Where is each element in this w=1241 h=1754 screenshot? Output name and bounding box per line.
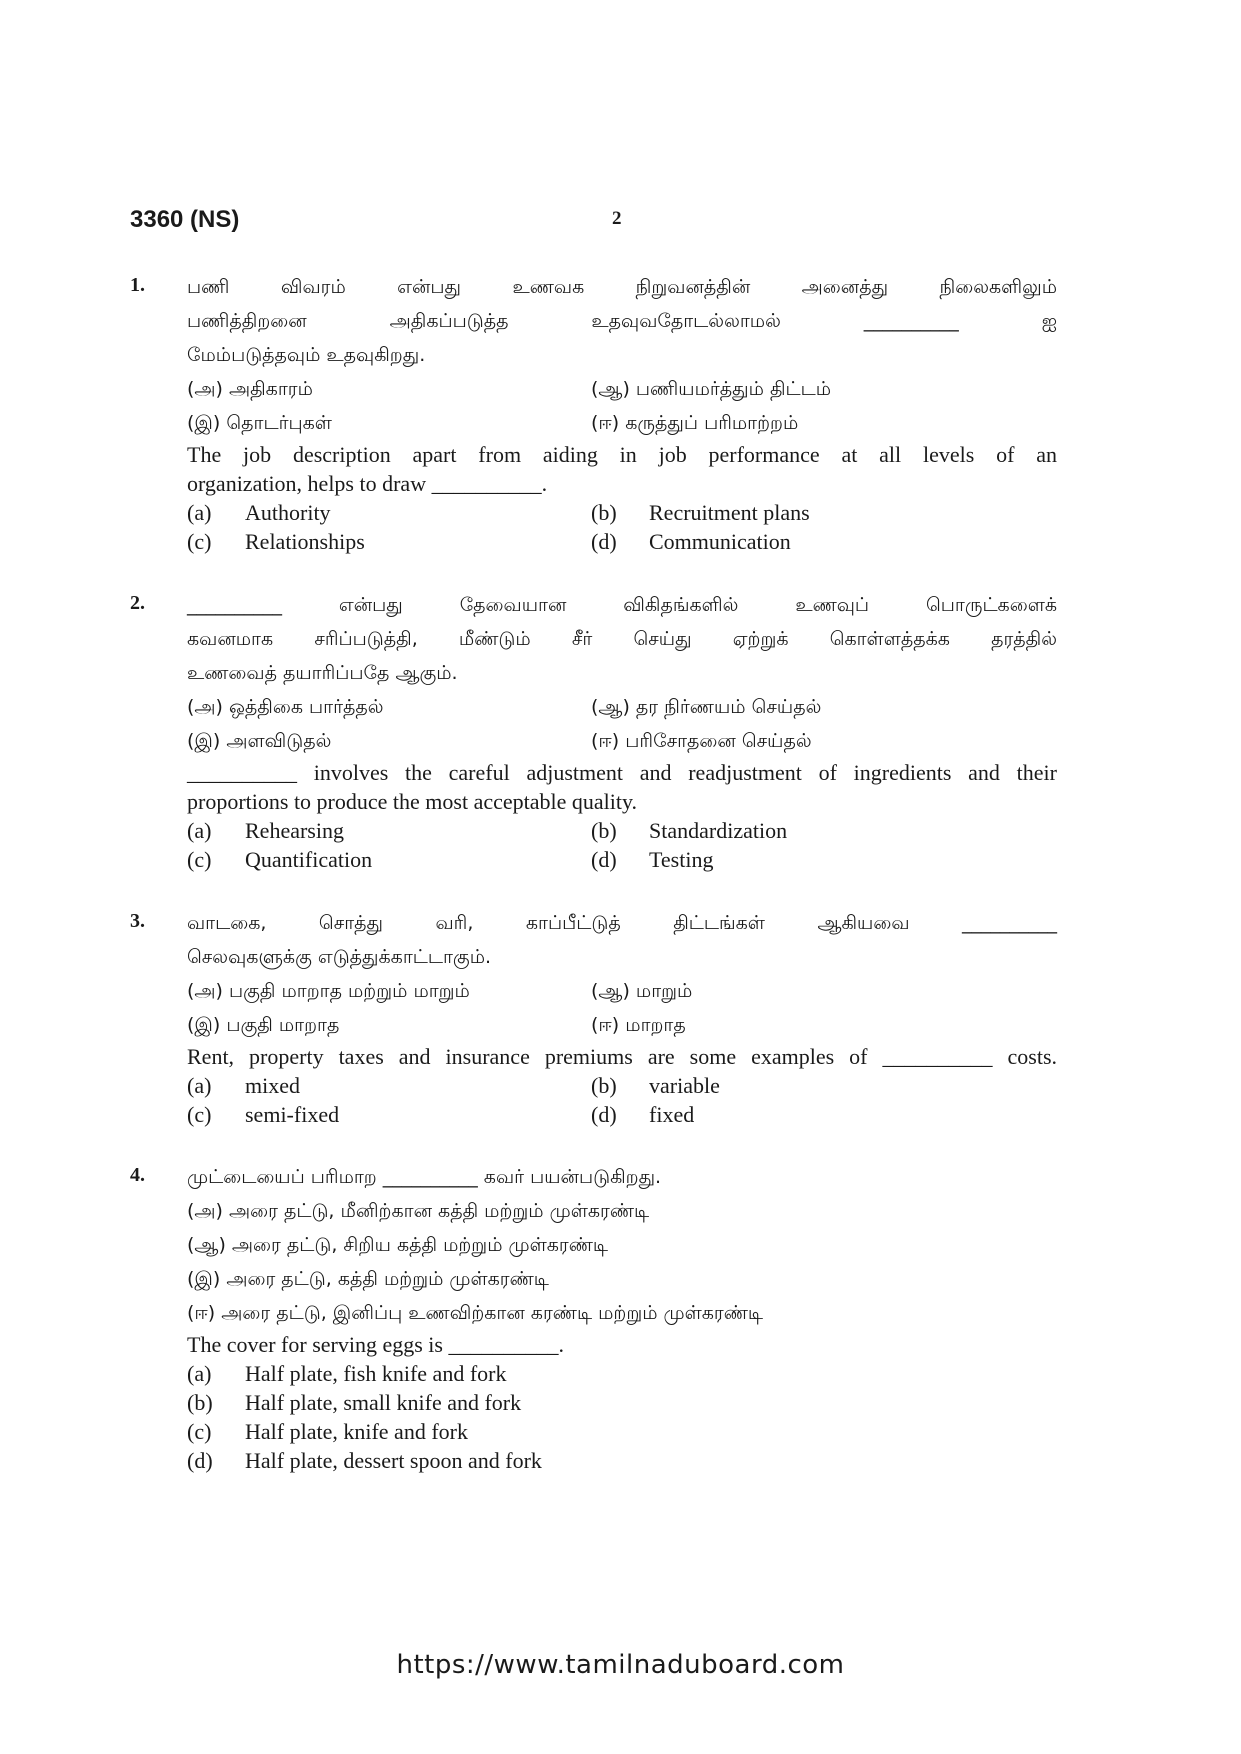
tamil-option-c: (இ) அளவிடுதல்: [187, 730, 332, 752]
tamil-option-c: (இ) பகுதி மாறாத: [187, 1014, 340, 1036]
english-question-line: The job description apart from aiding in job performance at all levels of an: [187, 442, 1057, 467]
english-option-b: (b) variable: [591, 1073, 720, 1098]
english-question-line: Rent, property taxes and insurance premiums are some examples of __________ costs.: [187, 1044, 1057, 1069]
tamil-question-line: கவனமாக சரிப்படுத்தி, மீண்டும் சீர் செய்து ஏற்றுக் கொள்ளத்தக்க தரத்தில்: [187, 628, 1057, 650]
english-option-d: (d) Half plate, dessert spoon and fork: [187, 1448, 542, 1473]
tamil-option-a: (அ) பகுதி மாறாத மற்றும் மாறும்: [187, 980, 470, 1002]
english-option-d: (d) Testing: [591, 847, 714, 872]
tamil-option-b: (ஆ) அரை தட்டு, சிறிய கத்தி மற்றும் முள்கரண்டி: [187, 1234, 609, 1256]
english-question-line: __________ involves the careful adjustment and readjustment of ingredients and their: [187, 760, 1057, 785]
english-question-line: proportions to produce the most acceptable quality.: [187, 789, 638, 814]
english-option-b: (b) Standardization: [591, 818, 788, 843]
tamil-option-c: (இ) அரை தட்டு, கத்தி மற்றும் முள்கரண்டி: [187, 1268, 549, 1290]
tamil-option-d: (ஈ) கருத்துப் பரிமாற்றம்: [591, 412, 799, 434]
english-option-b: (b) Recruitment plans: [591, 500, 810, 525]
tamil-option-b: (ஆ) மாறும்: [591, 980, 693, 1002]
tamil-option-d: (ஈ) அரை தட்டு, இனிப்பு உணவிற்கான கரண்டி மற்றும் முள்கரண்டி: [187, 1302, 764, 1324]
english-option-d: (d) Communication: [591, 529, 791, 554]
question-number: 1.: [130, 274, 145, 296]
english-option-c: (c) Quantification: [187, 847, 373, 872]
english-option-b: (b) Half plate, small knife and fork: [187, 1390, 522, 1415]
tamil-option-b: (ஆ) பணியமர்த்தும் திட்டம்: [591, 378, 832, 400]
paper-code: 3360 (NS): [130, 206, 240, 233]
tamil-question-line: முட்டையைப் பரிமாற __________ கவர் பயன்படுகிறது.: [187, 1166, 662, 1188]
english-option-d: (d) fixed: [591, 1102, 695, 1127]
tamil-option-c: (இ) தொடர்புகள்: [187, 412, 332, 434]
tamil-option-d: (ஈ) மாறாத: [591, 1014, 686, 1036]
question-number: 4.: [130, 1164, 145, 1186]
page-header: [130, 206, 1090, 240]
tamil-option-d: (ஈ) பரிசோதனை செய்தல்: [591, 730, 812, 752]
tamil-question-line: செலவுகளுக்கு எடுத்துக்காட்டாகும்.: [187, 946, 492, 968]
tamil-question-line: மேம்படுத்தவும் உதவுகிறது.: [187, 344, 426, 366]
tamil-question-line: பணி விவரம் என்பது உணவக நிறுவனத்தின் அனைத்து நிலைகளிலும்: [187, 276, 1057, 298]
question-number: 2.: [130, 592, 145, 614]
tamil-question-line: __________ என்பது தேவையான விகிதங்களில் உணவுப் பொருட்களைக்: [187, 594, 1057, 616]
english-option-a: (a) Half plate, fish knife and fork: [187, 1361, 507, 1386]
tamil-option-a: (அ) ஒத்திகை பார்த்தல்: [187, 696, 384, 718]
tamil-option-a: (அ) அரை தட்டு, மீனிற்கான கத்தி மற்றும் முள்கரண்டி: [187, 1200, 650, 1222]
english-option-c: (c) Half plate, knife and fork: [187, 1419, 468, 1444]
question-number: 3.: [130, 910, 145, 932]
tamil-option-b: (ஆ) தர நிர்ணயம் செய்தல்: [591, 696, 822, 718]
tamil-question-line: பணித்திறனை அதிகப்படுத்த உதவுவதோடல்லாமல் __________ ஐ: [187, 310, 1057, 332]
tamil-option-a: (அ) அதிகாரம்: [187, 378, 313, 400]
tamil-question-line: உணவைத் தயாரிப்பதே ஆகும்.: [187, 662, 458, 684]
english-option-a: (a) Authority: [187, 500, 331, 525]
english-question-line: The cover for serving eggs is __________.: [187, 1332, 564, 1357]
footer-url[interactable]: https://www.tamilnaduboard.com: [396, 1650, 845, 1680]
english-option-a: (a) mixed: [187, 1073, 300, 1098]
tamil-question-line: வாடகை, சொத்து வரி, காப்பீட்டுத் திட்டங்கள் ஆகியவை __________: [187, 912, 1057, 934]
english-option-c: (c) Relationships: [187, 529, 365, 554]
page-number: 2: [612, 208, 622, 229]
english-question-line: organization, helps to draw __________.: [187, 471, 548, 496]
english-option-a: (a) Rehearsing: [187, 818, 344, 843]
english-option-c: (c) semi-fixed: [187, 1102, 340, 1127]
